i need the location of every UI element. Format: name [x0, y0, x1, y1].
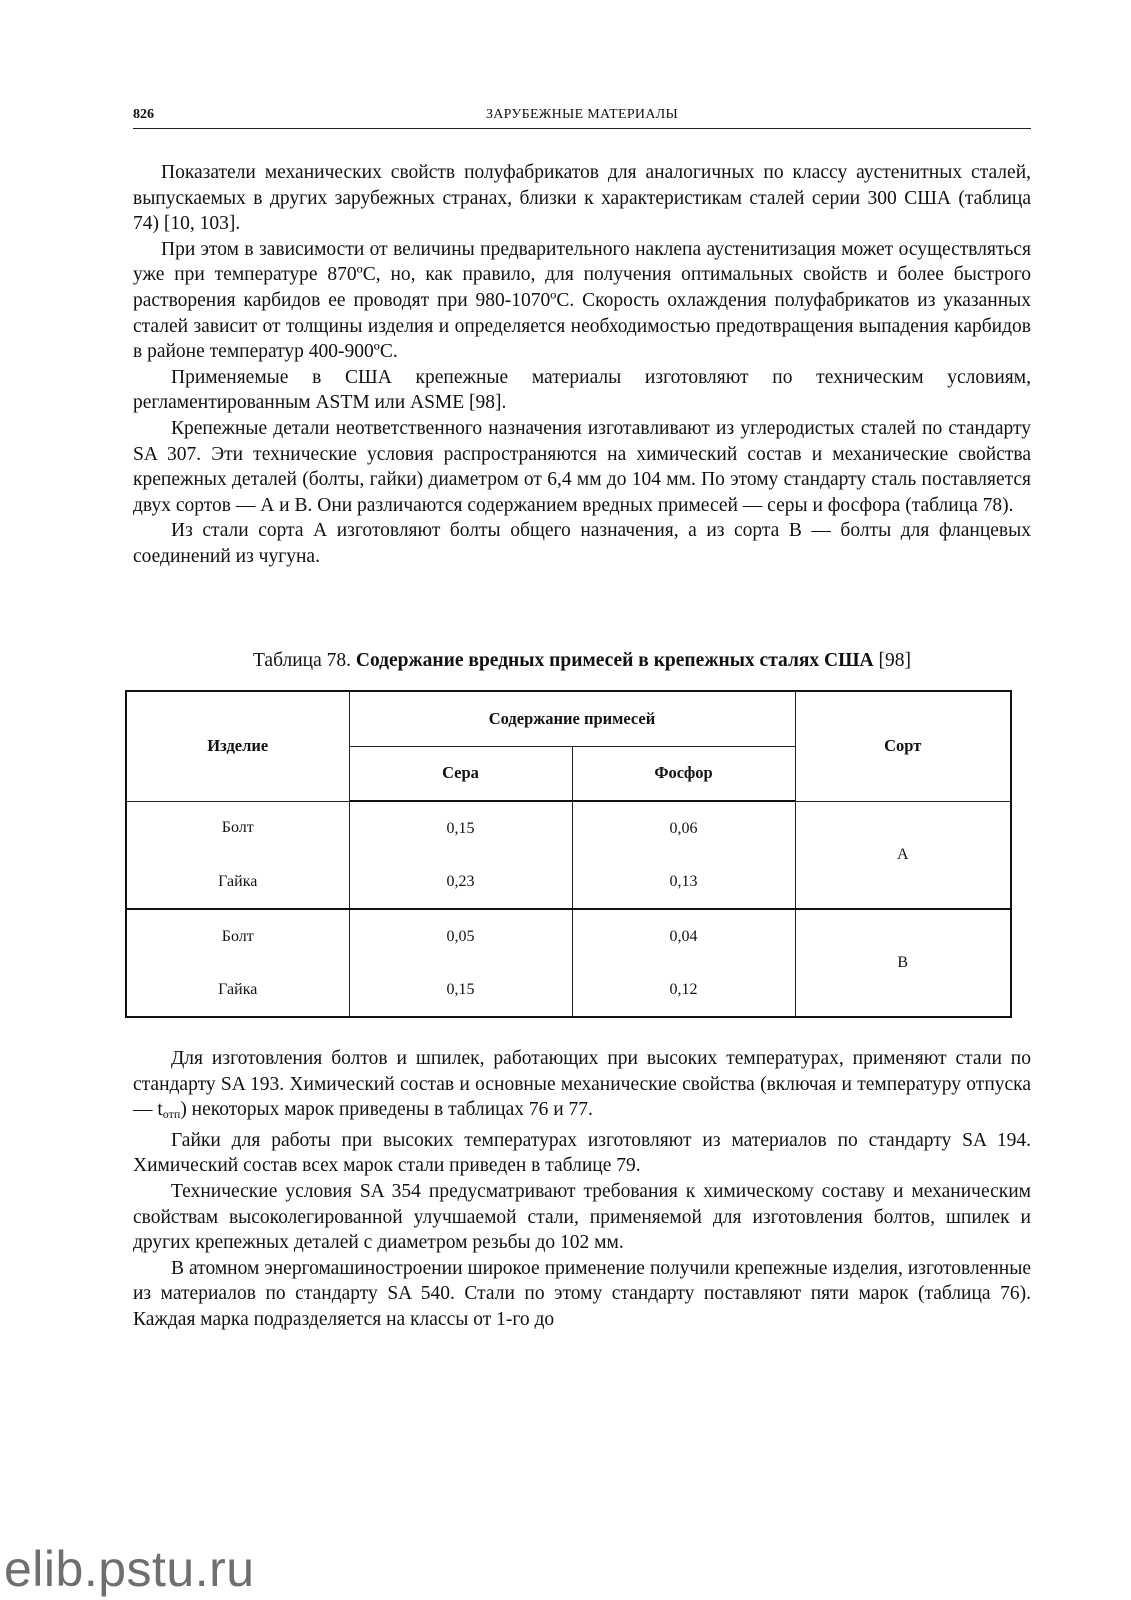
- paragraph: Показатели механических свойств полуфабрикатов для аналогичных по классу аустенитных сталей, выпускаемых в других зарубежных странах, близки к характеристикам сталей серии 300 США (таблица 74) [10, 103].: [133, 162, 1031, 235]
- table-caption: [133, 648, 1031, 674]
- cell-grade: В: [795, 909, 1011, 1017]
- cell-product: Гайка: [126, 963, 349, 1017]
- body-text-top: [133, 160, 1031, 570]
- paragraph: Гайки для работы при высоких температурах изготовляют из материалов по стандарту SA 194. Химический состав всех марок стали приведен в таблице 79.: [133, 1129, 1031, 1177]
- paragraph: При этом в зависимости от величины предварительного наклепа аустенитизация может осуществляться уже при температуре 870ºС, но, как правило, для получения оптимальных свойств и более быстрого растворения карбидов ее проводят при 980-1070ºС. Скорость охлаждения полуфабрикатов из указанных сталей зависит от толщины изделия и определяется необходимостью предотвращения выпадения карбидов в районе температур 400-900ºС.: [133, 238, 1031, 363]
- paragraph: Технические условия SA 354 предусматривают требования к химическому составу и механическим свойствам высоколегированной улучшаемой стали, применяемой для изготовления болтов, шпилек и других крепежных деталей с диаметром резьбы до 102 мм.: [133, 1180, 1031, 1254]
- watermark: elib.pstu.ru: [4, 1541, 255, 1597]
- table-caption-ref: [98]: [878, 650, 912, 671]
- paragraph: Крепежные детали неответственного назначения изготавливают из углеродистых сталей по стандарту SA 307. Эти технические условия распространяются на химический состав и механические свойства крепежных деталей (болты, гайки) диаметром от 6,4 мм до 104 мм. По этому стандарту сталь поставляется двух сортов — А и В. Они различаются содержанием вредных примесей — серы и фосфора (таблица 78).: [133, 417, 1031, 516]
- cell-product: Гайка: [126, 855, 349, 909]
- cell-sulfur: 0,15: [349, 801, 572, 855]
- paragraph: [133, 1046, 1031, 1128]
- cell-sulfur: 0,05: [349, 909, 572, 963]
- header-product: Изделие: [126, 691, 349, 801]
- paragraph-text: Для изготовления болтов и шпилек, работающих при высоких температурах, применяют стали по стандарту SA 193. Химический состав и основные механические свойства (включая и температуру отпуска — t: [133, 1048, 1031, 1121]
- header-impurities: Содержание примесей: [349, 691, 795, 746]
- cell-product: Болт: [126, 909, 349, 963]
- cell-product: Болт: [126, 801, 349, 855]
- header-sulfur: Сера: [349, 746, 572, 801]
- page-number: 826: [133, 107, 154, 122]
- cell-phosphorus: 0,06: [572, 801, 795, 855]
- header-phosphorus: Фосфор: [572, 746, 795, 801]
- impurities-table: [125, 690, 1012, 1018]
- table-row: [126, 909, 1011, 963]
- cell-phosphorus: 0,13: [572, 855, 795, 909]
- cell-phosphorus: 0,12: [572, 963, 795, 1017]
- cell-grade: А: [795, 801, 1011, 909]
- subscript: отп: [162, 1107, 181, 1122]
- cell-sulfur: 0,23: [349, 855, 572, 909]
- paragraph-text: ) некоторых марок приведены в таблицах 76 и 77.: [180, 1099, 593, 1121]
- body-text-bottom: [133, 1046, 1031, 1333]
- table-caption-prefix: Таблица 78.: [252, 650, 352, 671]
- page-header: [133, 106, 1031, 129]
- table-caption-title: Содержание вредных примесей в крепежных сталях США: [355, 650, 874, 671]
- cell-sulfur: 0,15: [349, 963, 572, 1017]
- cell-phosphorus: 0,04: [572, 909, 795, 963]
- table-row: [126, 801, 1011, 855]
- running-title: ЗАРУБЕЖНЫЕ МАТЕРИАЛЫ: [485, 107, 679, 122]
- paragraph: Из стали сорта А изготовляют болты общего назначения, а из сорта В — болты для фланцевых соединений из чугуна.: [133, 520, 1031, 567]
- paragraph: В атомном энергомашиностроении широкое применение получили крепежные изделия, изготовленные из материалов по стандарту SA 540. Стали по этому стандарту поставляют пяти марок (таблица 76). Каждая марка подразделяется на классы от 1-го до: [133, 1257, 1031, 1330]
- header-grade: Сорт: [795, 691, 1011, 801]
- paragraph: Применяемые в США крепежные материалы изготовляют по техническим условиям, регламентированным ASTM или ASME [98].: [133, 366, 1031, 414]
